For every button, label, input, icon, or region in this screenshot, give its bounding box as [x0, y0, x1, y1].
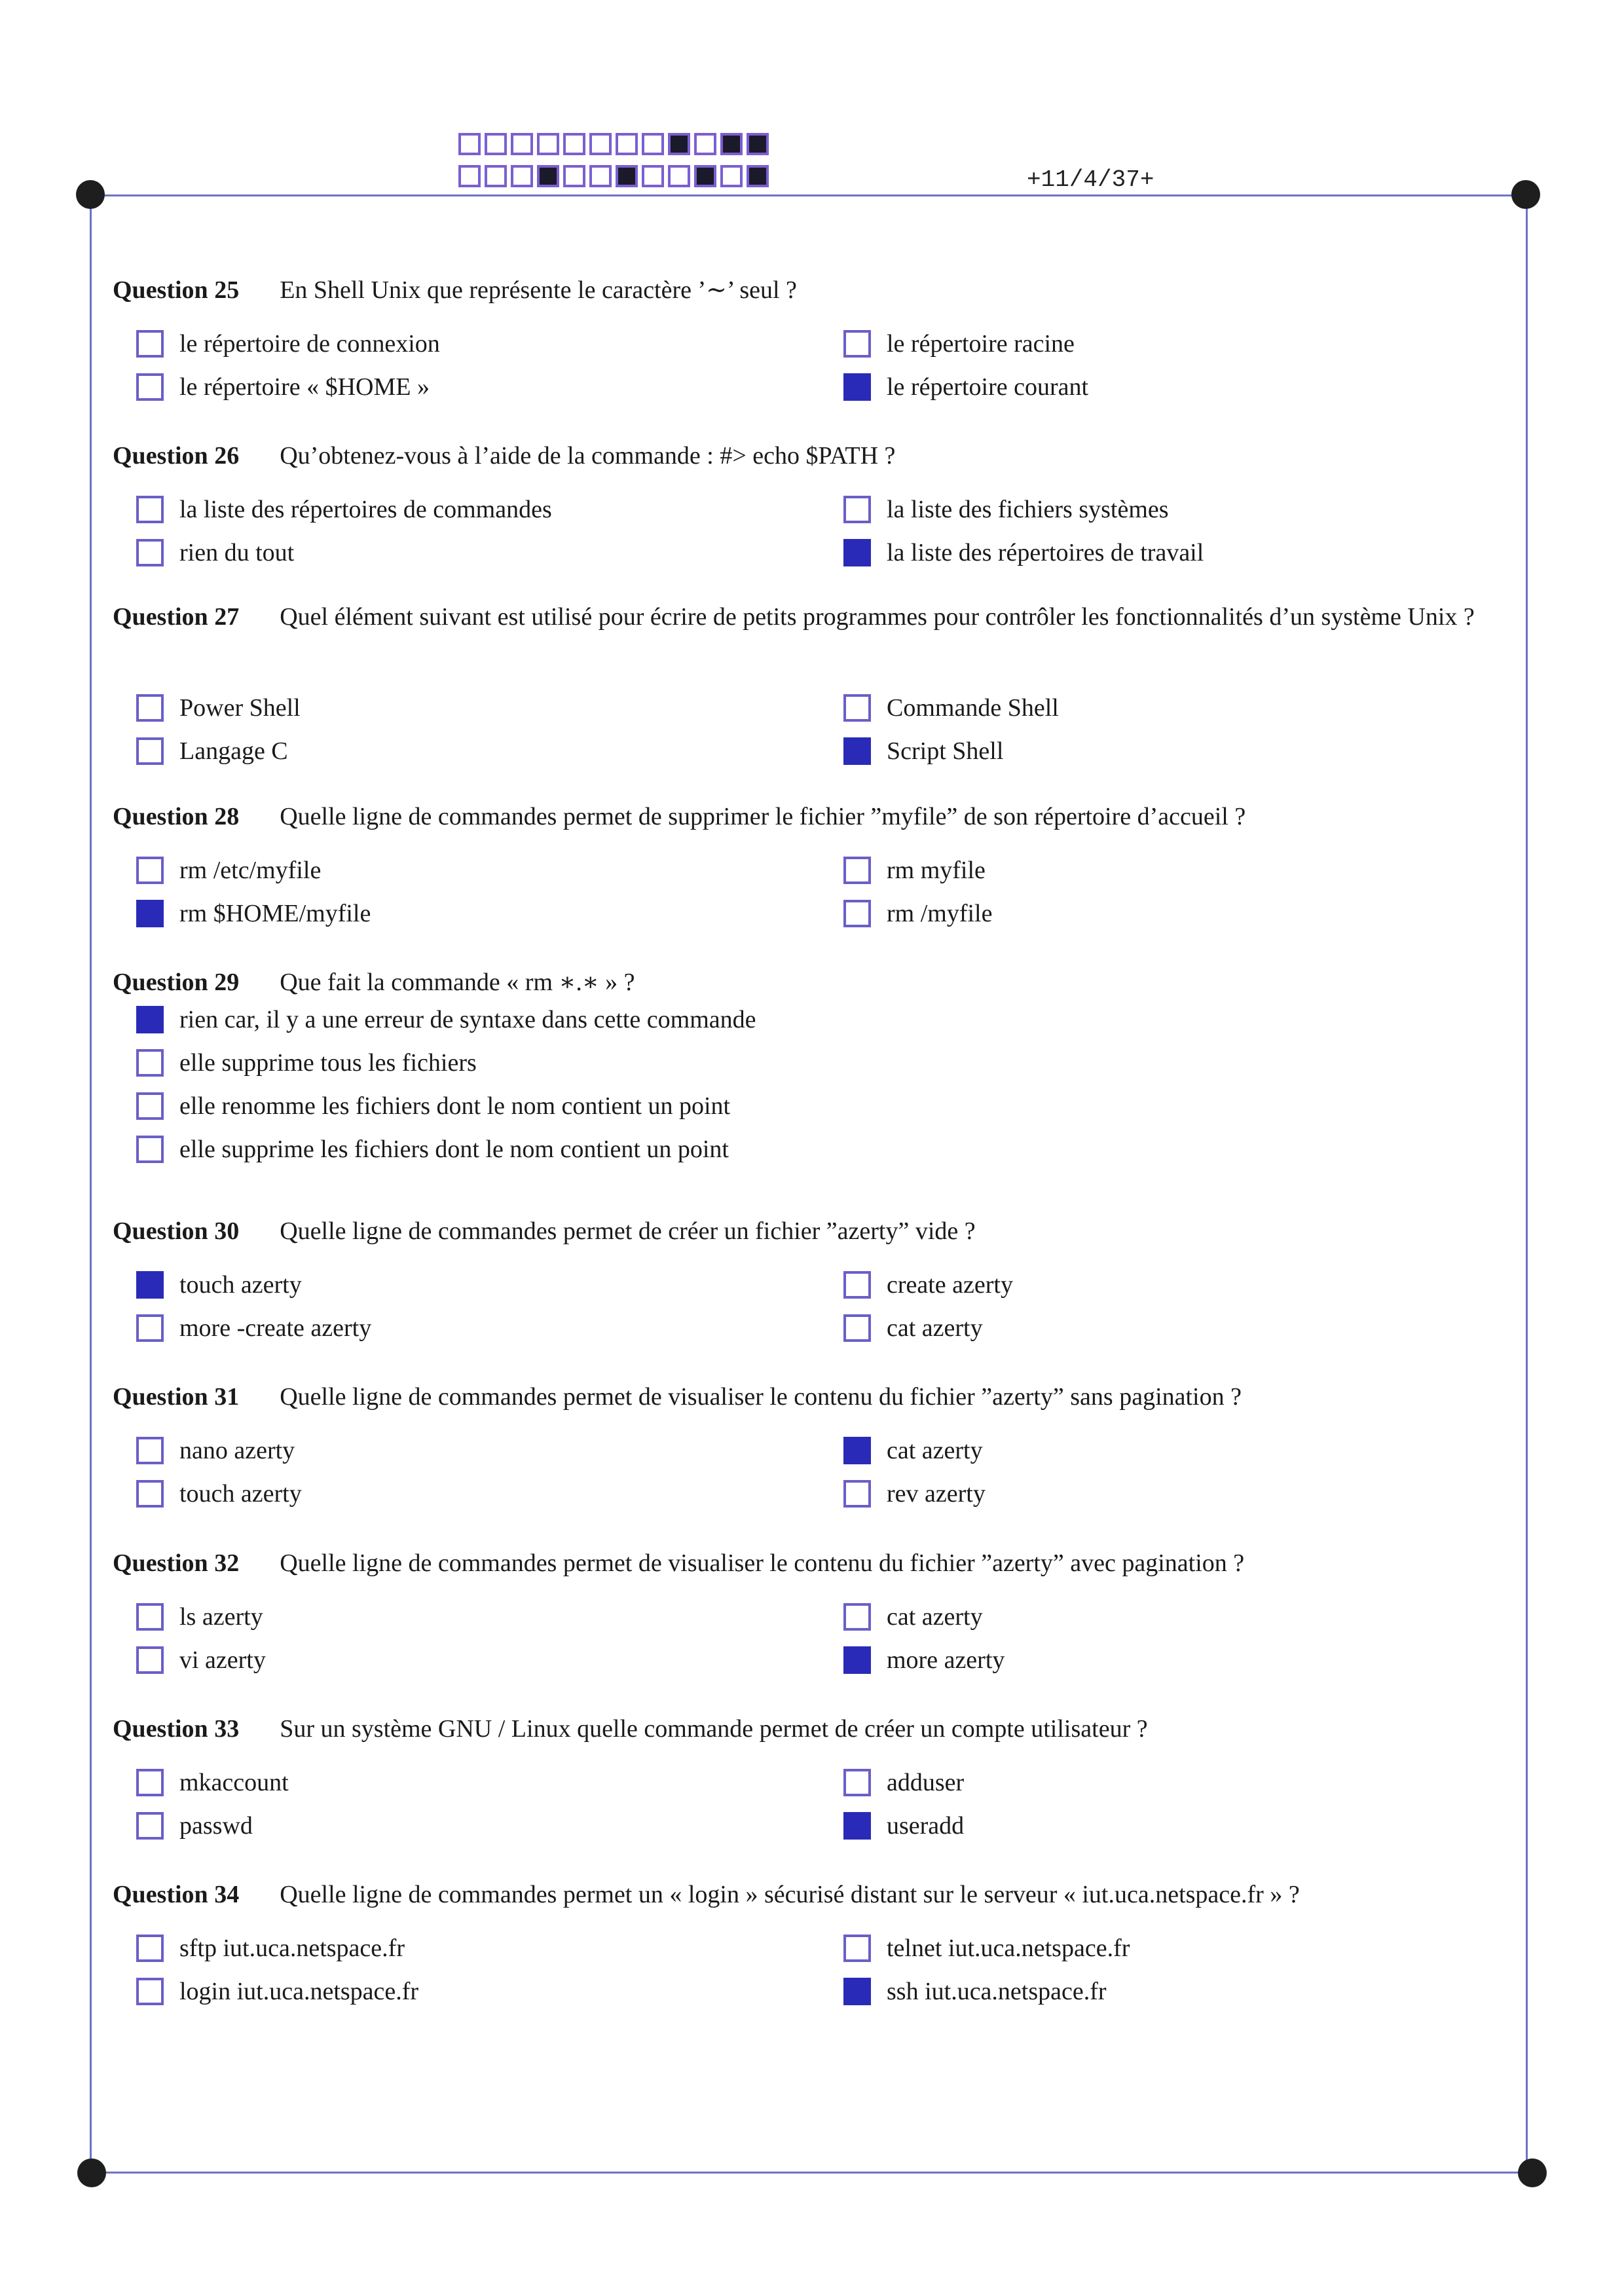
answer-option[interactable]	[136, 1809, 253, 1842]
answer-option-label: touch azerty	[179, 1480, 302, 1508]
answer-option[interactable]	[843, 897, 992, 930]
checkbox-checked[interactable]	[136, 900, 164, 927]
answer-option[interactable]	[136, 1046, 477, 1079]
checkbox[interactable]	[136, 496, 164, 523]
barcode-cell	[747, 133, 769, 155]
checkbox[interactable]	[843, 1769, 871, 1796]
answer-option-label: cat azerty	[887, 1437, 983, 1464]
answer-option[interactable]	[843, 1268, 1013, 1301]
answer-option-label: Commande Shell	[887, 694, 1059, 722]
answer-option[interactable]	[843, 1932, 1130, 1965]
answer-option[interactable]	[843, 1644, 1005, 1676]
answer-option-label: Script Shell	[887, 737, 1004, 765]
answer-option[interactable]	[843, 1477, 986, 1510]
checkbox-checked[interactable]	[843, 1437, 871, 1464]
answer-option[interactable]	[136, 1090, 730, 1122]
answer-option-label: login iut.uca.netspace.fr	[179, 1978, 419, 2005]
barcode-cell	[720, 133, 743, 155]
checkbox-checked[interactable]	[843, 539, 871, 566]
question-34-prompt	[113, 1878, 1506, 1911]
barcode-cell	[537, 165, 559, 187]
question-number: Question 27	[113, 603, 240, 631]
answer-option-label: Power Shell	[179, 694, 301, 722]
question-text: Quelle ligne de commandes permet de visualiser le contenu du fichier ”azerty” sans pagination ?	[280, 1383, 1242, 1411]
answer-option[interactable]	[843, 493, 1169, 526]
answer-option-label: rien du tout	[179, 539, 295, 566]
answer-option[interactable]	[136, 1644, 266, 1676]
checkbox[interactable]	[843, 1603, 871, 1631]
answer-option[interactable]	[843, 1312, 983, 1344]
question-28-prompt	[113, 800, 1506, 833]
answer-option[interactable]	[843, 1766, 964, 1799]
barcode-cell	[616, 165, 638, 187]
answer-option[interactable]	[136, 735, 288, 768]
answer-option-label: more azerty	[887, 1646, 1005, 1674]
checkbox[interactable]	[136, 1935, 164, 1962]
checkbox[interactable]	[136, 1978, 164, 2005]
barcode-row-1	[458, 133, 773, 155]
frame-right	[1526, 194, 1528, 2174]
checkbox[interactable]	[136, 1092, 164, 1120]
barcode-cell	[642, 133, 664, 155]
question-text: Quelle ligne de commandes permet un « login » sécurisé distant sur le serveur « iut.uca.netspace.fr » ?	[280, 1881, 1300, 1908]
answer-option-label: useradd	[887, 1812, 965, 1840]
answer-option-label: Langage C	[179, 737, 288, 765]
answer-option[interactable]	[136, 371, 430, 403]
checkbox[interactable]	[136, 1049, 164, 1077]
answer-option-label: mkaccount	[179, 1769, 289, 1796]
answer-option[interactable]	[136, 1133, 729, 1166]
frame-left	[90, 194, 92, 2174]
barcode-cell	[720, 165, 743, 187]
checkbox-checked[interactable]	[136, 1006, 164, 1033]
answer-option-label: ls azerty	[179, 1603, 263, 1631]
question-text: Quelle ligne de commandes permet de supprimer le fichier ”myfile” de son répertoire d’accueil ?	[280, 803, 1246, 830]
answer-option-label: elle supprime tous les fichiers	[179, 1049, 477, 1077]
checkbox[interactable]	[136, 694, 164, 722]
answer-option-label: nano azerty	[179, 1437, 295, 1464]
checkbox[interactable]	[136, 1437, 164, 1464]
barcode-cell	[511, 165, 533, 187]
answer-option-label: rm /etc/myfile	[179, 857, 322, 884]
checkbox[interactable]	[136, 1314, 164, 1342]
barcode-cell	[485, 133, 507, 155]
answer-option-label: create azerty	[887, 1271, 1013, 1299]
checkbox[interactable]	[136, 1812, 164, 1840]
barcode-cell	[589, 133, 612, 155]
answer-option-label: le répertoire « $HOME »	[179, 373, 430, 401]
checkbox-checked[interactable]	[843, 373, 871, 401]
answer-option-label: le répertoire courant	[887, 373, 1089, 401]
barcode-cell	[668, 165, 690, 187]
copy-identifier: +11/4/37+	[1027, 166, 1154, 193]
answer-option[interactable]	[136, 1003, 756, 1036]
corner-mark-bottom-left	[77, 2158, 106, 2187]
question-number: Question 34	[113, 1881, 240, 1908]
checkbox[interactable]	[843, 857, 871, 884]
checkbox[interactable]	[843, 1480, 871, 1508]
checkbox[interactable]	[136, 1136, 164, 1163]
answer-option-label: passwd	[179, 1812, 253, 1840]
answer-option-label: adduser	[887, 1769, 965, 1796]
checkbox[interactable]	[136, 1646, 164, 1674]
question-31-prompt	[113, 1380, 1506, 1413]
answer-option[interactable]	[136, 1932, 405, 1965]
barcode-cell	[485, 165, 507, 187]
answer-option-label: le répertoire de connexion	[179, 330, 440, 358]
barcode-cell	[668, 133, 690, 155]
barcode-cell	[747, 165, 769, 187]
answer-option[interactable]	[843, 735, 1003, 768]
answer-option[interactable]	[136, 1312, 371, 1344]
checkbox[interactable]	[136, 330, 164, 358]
checkbox[interactable]	[843, 900, 871, 927]
answer-option[interactable]	[136, 854, 321, 887]
barcode-cell	[458, 133, 481, 155]
corner-mark-bottom-right	[1518, 2158, 1547, 2187]
answer-option[interactable]	[136, 1601, 263, 1633]
barcode-cell	[694, 133, 716, 155]
question-32-prompt	[113, 1547, 1506, 1580]
answer-option[interactable]	[136, 1975, 418, 2008]
frame-bottom	[92, 2172, 1532, 2174]
question-number: Question 25	[113, 276, 240, 304]
checkbox[interactable]	[136, 1480, 164, 1508]
question-30-prompt	[113, 1215, 1506, 1248]
question-27-prompt	[113, 601, 1506, 633]
answer-option-label: more -create azerty	[179, 1314, 372, 1342]
barcode-cell	[589, 165, 612, 187]
answer-option-label: elle supprime les fichiers dont le nom contient un point	[179, 1136, 729, 1163]
question-number: Question 31	[113, 1383, 240, 1411]
question-number: Question 26	[113, 442, 240, 470]
checkbox[interactable]	[136, 373, 164, 401]
barcode-cell	[458, 165, 481, 187]
barcode-cell	[563, 133, 585, 155]
answer-option-label: cat azerty	[887, 1314, 983, 1342]
answer-option[interactable]	[843, 1434, 983, 1467]
answer-option[interactable]	[136, 1477, 302, 1510]
corner-mark-top-right	[1511, 180, 1540, 209]
checkbox-checked[interactable]	[843, 1646, 871, 1674]
answer-option-label: rm /myfile	[887, 900, 993, 927]
question-text: Quelle ligne de commandes permet de créer un fichier ”azerty” vide ?	[280, 1217, 976, 1245]
answer-option-label: elle renomme les fichiers dont le nom contient un point	[179, 1092, 731, 1120]
answer-option[interactable]	[843, 536, 1204, 569]
answer-option[interactable]	[136, 692, 301, 724]
answer-option[interactable]	[843, 854, 986, 887]
checkbox[interactable]	[136, 737, 164, 765]
answer-option[interactable]	[843, 371, 1088, 403]
checkbox[interactable]	[843, 1935, 871, 1962]
answer-option-label: sftp iut.uca.netspace.fr	[179, 1935, 405, 1962]
question-29-prompt	[113, 966, 1506, 999]
question-25-prompt	[113, 274, 1506, 306]
checkbox[interactable]	[136, 1769, 164, 1796]
answer-option-label: la liste des répertoires de commandes	[179, 496, 552, 523]
question-text: Qu’obtenez-vous à l’aide de la commande : #> echo $PATH ?	[280, 442, 896, 470]
checkbox-checked[interactable]	[843, 1978, 871, 2005]
answer-option[interactable]	[843, 1601, 983, 1633]
answer-option[interactable]	[136, 1766, 289, 1799]
question-number: Question 29	[113, 969, 240, 996]
answer-option-label: touch azerty	[179, 1271, 302, 1299]
checkbox-checked[interactable]	[843, 1812, 871, 1840]
answer-option-label: la liste des fichiers systèmes	[887, 496, 1169, 523]
checkbox-checked[interactable]	[136, 1271, 164, 1299]
answer-option[interactable]	[843, 327, 1075, 360]
answer-option[interactable]	[843, 1975, 1107, 2008]
question-number: Question 32	[113, 1549, 240, 1577]
answer-option-label: ssh iut.uca.netspace.fr	[887, 1978, 1107, 2005]
question-text: En Shell Unix que représente le caractère ’∼’ seul ?	[280, 276, 797, 304]
answer-option[interactable]	[136, 493, 552, 526]
answer-option-label: rien car, il y a une erreur de syntaxe dans cette commande	[179, 1006, 756, 1033]
question-text: Sur un système GNU / Linux quelle commande permet de créer un compte utilisateur ?	[280, 1715, 1148, 1743]
barcode-row-2	[458, 165, 773, 187]
checkbox[interactable]	[136, 1603, 164, 1631]
answer-option[interactable]	[136, 1434, 295, 1467]
corner-mark-top-left	[76, 180, 105, 209]
barcode-cell	[616, 133, 638, 155]
question-number: Question 33	[113, 1715, 240, 1743]
question-26-prompt	[113, 439, 1506, 472]
answer-option-label: rm myfile	[887, 857, 986, 884]
barcode-cell	[537, 133, 559, 155]
answer-option[interactable]	[136, 897, 371, 930]
question-number: Question 28	[113, 803, 240, 830]
barcode-cell	[511, 133, 533, 155]
answer-option[interactable]	[136, 327, 440, 360]
answer-option-label: la liste des répertoires de travail	[887, 539, 1204, 566]
question-number: Question 30	[113, 1217, 240, 1245]
checkbox-checked[interactable]	[843, 737, 871, 765]
answer-option[interactable]	[843, 692, 1059, 724]
checkbox[interactable]	[843, 496, 871, 523]
barcode-cell	[642, 165, 664, 187]
answer-option-label: rev azerty	[887, 1480, 986, 1508]
answer-option[interactable]	[136, 1268, 302, 1301]
answer-option-label: rm $HOME/myfile	[179, 900, 371, 927]
answer-option[interactable]	[136, 536, 294, 569]
barcode-cell	[694, 165, 716, 187]
question-text: Quelle ligne de commandes permet de visualiser le contenu du fichier ”azerty” avec pagination ?	[280, 1549, 1245, 1577]
checkbox[interactable]	[843, 330, 871, 358]
checkbox[interactable]	[843, 694, 871, 722]
question-33-prompt	[113, 1713, 1506, 1745]
checkbox[interactable]	[843, 1271, 871, 1299]
barcode-cell	[563, 165, 585, 187]
answer-option[interactable]	[843, 1809, 964, 1842]
checkbox[interactable]	[136, 539, 164, 566]
answer-option-label: cat azerty	[887, 1603, 983, 1631]
answer-option-label: le répertoire racine	[887, 330, 1075, 358]
checkbox[interactable]	[843, 1314, 871, 1342]
frame-top	[90, 194, 1526, 196]
question-text: Quel élément suivant est utilisé pour écrire de petits programmes pour contrôler les fonctionnalités d’un système Unix ?	[280, 603, 1475, 631]
checkbox[interactable]	[136, 857, 164, 884]
answer-option-label: telnet iut.uca.netspace.fr	[887, 1935, 1130, 1962]
answer-option-label: vi azerty	[179, 1646, 266, 1674]
question-text: Que fait la commande « rm ∗.∗ » ?	[280, 969, 635, 996]
